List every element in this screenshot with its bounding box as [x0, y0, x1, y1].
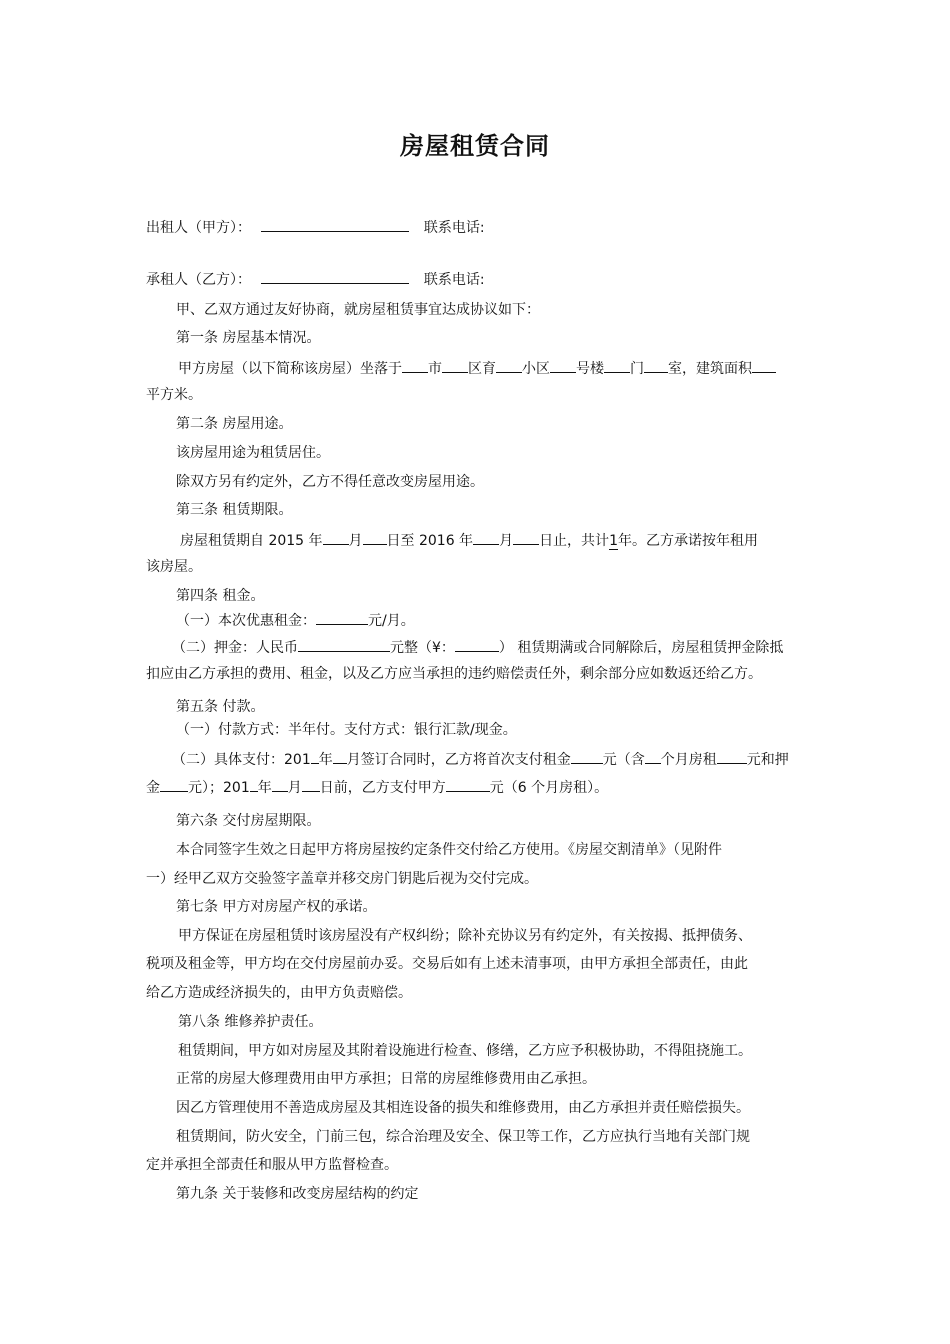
article-8-heading: 第八条 维修养护责任。: [178, 1014, 323, 1030]
article-6-p2: 一）经甲乙双方交验签字盖章并移交房门钥匙后视为交付完成。: [146, 871, 538, 887]
article-2-p1: 该房屋用途为租赁居住。: [176, 445, 330, 461]
article-4-item-2-cont: 扣应由乙方承担的费用、租金，以及乙方应当承担的违约赔偿责任外，剩余部分应如数返还给乙方。: [146, 666, 762, 682]
first-payment-blank[interactable]: [571, 748, 603, 764]
sign-year-blank[interactable]: [311, 748, 319, 764]
article-5-heading: 第五条 付款。: [176, 699, 265, 715]
lessee-label: 承租人（乙方）：: [146, 272, 251, 288]
deposit-figure-blank[interactable]: [455, 636, 499, 652]
deposit-amount-blank[interactable]: [298, 636, 390, 652]
article-4-heading: 第四条 租金。: [176, 588, 265, 604]
article-8-p3: 因乙方管理使用不善造成房屋及其相连设备的损失和维修费用，由乙方承担并责任赔偿损失。: [176, 1100, 750, 1116]
lease-years: 1: [609, 533, 618, 549]
rent-portion-blank[interactable]: [717, 748, 747, 764]
article-8-p5: 定并承担全部责任和服从甲方监督检查。: [146, 1157, 398, 1173]
end-day-blank[interactable]: [513, 529, 539, 545]
second-month-blank[interactable]: [272, 776, 288, 792]
city-blank[interactable]: [402, 357, 428, 373]
article-3-text-cont: 该房屋。: [146, 559, 202, 575]
article-1-text-cont: 平方米。: [146, 387, 202, 403]
article-5-item-1: （一）付款方式：半年付。支付方式：银行汇款/现金。: [176, 722, 517, 738]
article-2-heading: 第二条 房屋用途。: [176, 416, 293, 432]
intro-paragraph: 甲、乙双方通过友好协商，就房屋租赁事宜达成协议如下：: [176, 302, 540, 318]
article-8-p2: 正常的房屋大修理费用由甲方承担；日常的房屋维修费用由乙承担。: [176, 1071, 596, 1087]
building-blank[interactable]: [550, 357, 576, 373]
community-blank[interactable]: [496, 357, 522, 373]
article-5-item-2: （二）具体支付：201 年 月签订合同时，乙方将首次支付租金 元（含 个月房租 元和押: [172, 748, 872, 770]
article-6-heading: 第六条 交付房屋期限。: [176, 813, 321, 829]
end-month-blank[interactable]: [473, 529, 499, 545]
second-day-blank[interactable]: [302, 776, 320, 792]
start-day-blank[interactable]: [363, 529, 387, 545]
lessee-line: [146, 268, 846, 290]
article-7-p1: 甲方保证在房屋租赁时该房屋没有产权纠纷；除补充协议另有约定外，有关按揭、抵押债务、: [178, 928, 752, 944]
article-8-p1: 租赁期间，甲方如对房屋及其附着设施进行检查、修缮，乙方应予积极协助，不得阻挠施工。: [178, 1043, 752, 1059]
article-6-p1: 本合同签字生效之日起甲方将房屋按约定条件交付给乙方使用。《房屋交割清单》（见附件: [176, 842, 722, 858]
lessor-line: [146, 216, 846, 238]
article-3-text: 房屋租赁期自 2015 年 月 日至 2016 年 月 日止，共计1年。乙方承诺按年租用: [180, 529, 880, 551]
lessor-phone-label: 联系电话:: [423, 220, 485, 236]
sign-month-blank[interactable]: [333, 748, 347, 764]
start-month-blank[interactable]: [323, 529, 349, 545]
lessee-name-blank[interactable]: [261, 268, 409, 284]
discount-rent-blank[interactable]: [316, 609, 368, 625]
second-year-blank[interactable]: [250, 776, 258, 792]
article-3-heading: 第三条 租赁期限。: [176, 502, 293, 518]
article-7-heading: 第七条 甲方对房屋产权的承诺。: [176, 899, 377, 915]
lessor-name-blank[interactable]: [261, 216, 409, 232]
months-count-blank[interactable]: [645, 748, 661, 764]
article-7-p3: 给乙方造成经济损失的，由甲方负责赔偿。: [146, 985, 412, 1001]
article-2-p2: 除双方另有约定外，乙方不得任意改变房屋用途。: [176, 474, 484, 490]
district-blank[interactable]: [442, 357, 468, 373]
room-blank[interactable]: [644, 357, 668, 373]
article-4-item-1: （一）本次优惠租金： 元/月。: [176, 609, 876, 631]
contract-title: 房屋租赁合同: [400, 132, 550, 160]
article-5-item-2-cont: 金 元）；201 年 月 日前，乙方支付甲方 元（6 个月房租）。: [146, 776, 846, 798]
article-1-heading: 第一条 房屋基本情况。: [176, 330, 321, 346]
lessee-phone-label: 联系电话:: [423, 272, 485, 288]
area-blank[interactable]: [752, 357, 776, 373]
article-9-heading: 第九条 关于装修和改变房屋结构的约定: [176, 1186, 419, 1202]
lessor-label: 出租人（甲方）：: [146, 220, 251, 236]
article-7-p2: 税项及租金等，甲方均在交付房屋前办妥。交易后如有上述未清事项，由甲方承担全部责任，由此: [146, 956, 748, 972]
door-blank[interactable]: [604, 357, 630, 373]
deposit-portion-blank[interactable]: [160, 776, 188, 792]
article-8-p4: 租赁期间，防火安全，门前三包，综合治理及安全、保卫等工作，乙方应执行当地有关部门规: [176, 1129, 750, 1145]
article-4-item-2: （二）押金：人民币 元整（¥： ） 租赁期满或合同解除后，房屋租赁押金除抵: [172, 636, 872, 658]
second-payment-blank[interactable]: [446, 776, 490, 792]
article-1-text: 甲方房屋（以下简称该房屋）坐落于 市 区育 小区 号楼 门 室，建筑面积: [178, 357, 878, 379]
